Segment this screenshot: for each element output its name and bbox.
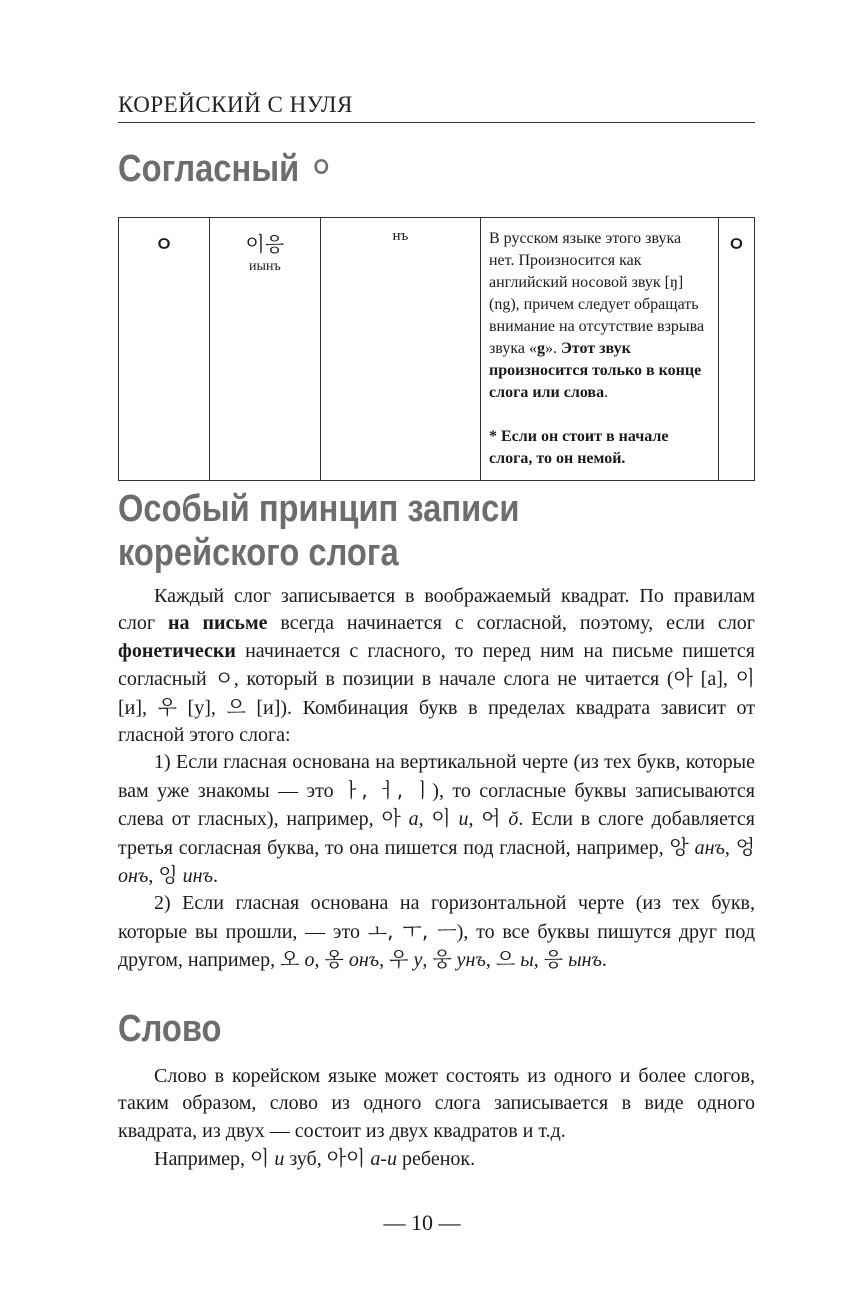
description-text: . bbox=[604, 384, 609, 401]
italic-text: анъ bbox=[694, 836, 725, 859]
italic-text: ŏ bbox=[508, 808, 519, 831]
name-russian: иынъ bbox=[249, 259, 281, 274]
text: , bbox=[724, 836, 736, 859]
page-number: — 10 — bbox=[383, 1210, 461, 1235]
text: всегда начинается с согласной, поэтому, если слог bbox=[267, 612, 755, 635]
italic-text: и bbox=[458, 808, 469, 831]
italic-text: о bbox=[304, 949, 315, 972]
korean-text: 옹 bbox=[324, 947, 344, 972]
text: [у], bbox=[176, 696, 227, 719]
italic-text: онъ bbox=[118, 865, 149, 888]
paragraph bbox=[118, 1145, 755, 1173]
italic-text: у bbox=[413, 949, 423, 972]
text: [и], bbox=[118, 696, 158, 719]
text: ), то согласные буквы записываются слева от гласных), например, bbox=[118, 779, 756, 831]
korean-text: 으 bbox=[226, 694, 246, 719]
korean-text: 이 bbox=[431, 806, 451, 831]
korean-text: 어 bbox=[481, 806, 501, 831]
word-text bbox=[118, 1063, 755, 1174]
korean-text: 아 bbox=[673, 666, 693, 691]
korean-text: 아이 bbox=[326, 1146, 366, 1171]
text: , bbox=[314, 949, 325, 972]
korean-text: 웅 bbox=[432, 947, 452, 972]
bold-text: фонетически bbox=[118, 639, 236, 662]
korean-text: 앙 bbox=[669, 834, 689, 859]
text: , bbox=[418, 808, 432, 831]
korean-text: ㅏ, ㅓ, ㅣ bbox=[342, 777, 433, 802]
italic-text: а bbox=[408, 808, 419, 831]
bold-text: на письме bbox=[168, 612, 268, 635]
text: , bbox=[148, 865, 159, 888]
korean-text: 우 bbox=[389, 947, 409, 972]
text: , bbox=[468, 808, 482, 831]
paragraph bbox=[118, 749, 755, 890]
korean-text: 응 bbox=[543, 947, 564, 972]
text: , bbox=[533, 949, 544, 972]
paragraph bbox=[118, 583, 755, 749]
korean-text: ㅗ, ㅜ, ㅡ bbox=[367, 918, 457, 943]
text: . bbox=[601, 949, 607, 972]
text: Например, bbox=[154, 1148, 250, 1171]
principle-text bbox=[118, 583, 755, 975]
consonant-table bbox=[118, 217, 755, 481]
text: [и]). Комбинация букв в пределах квадрата зависит от гласной этого слога: bbox=[118, 696, 755, 747]
cell-transcription: нъ bbox=[320, 218, 480, 481]
korean-text: 엉 bbox=[735, 834, 756, 859]
korean-text: ㅇ bbox=[214, 666, 234, 691]
description-text: ». bbox=[544, 340, 561, 357]
paragraph bbox=[118, 890, 755, 974]
heading-word: Слово bbox=[118, 1008, 222, 1050]
paragraph: Слово в корейском языке может состоять из одного и более слогов, таким образом, слово из одного слога записывается в виде одного квадрата, из двух — состоит из двух квадратов и т.д. bbox=[118, 1065, 755, 1142]
italic-text: а-и bbox=[370, 1148, 398, 1171]
text: , который в позиции в начале слога не читается ( bbox=[233, 668, 674, 691]
description-note: * Если он стоит в начале слога, то он немой. bbox=[488, 428, 669, 467]
korean-text: 오 bbox=[280, 947, 300, 972]
cell-description bbox=[480, 218, 718, 481]
heading-consonant-text: Согласный bbox=[118, 148, 300, 190]
description-bold: Этот звук произносится только в конце слога или слова bbox=[488, 340, 702, 401]
korean-text: 으 bbox=[495, 947, 516, 972]
description-g: g bbox=[536, 340, 545, 357]
korean-text: 이 bbox=[735, 666, 755, 691]
italic-text: ынъ bbox=[568, 949, 602, 972]
text: , bbox=[379, 949, 390, 972]
text: , bbox=[422, 949, 433, 972]
text: зуб, bbox=[284, 1148, 327, 1171]
text: ребенок. bbox=[397, 1148, 476, 1171]
table-row bbox=[119, 218, 755, 481]
korean-text: 우 bbox=[157, 694, 177, 719]
italic-text: ы bbox=[520, 949, 534, 972]
korean-text: 잉 bbox=[158, 863, 178, 888]
korean-text: 이 bbox=[250, 1146, 270, 1171]
heading-principle-line-2: корейского слога bbox=[118, 532, 399, 574]
italic-text: онъ bbox=[348, 949, 380, 972]
korean-text: 아 bbox=[381, 806, 401, 831]
italic-text: инъ bbox=[182, 865, 213, 888]
text: Каждый слог записывается в воображаемый квадрат. По правилам слог bbox=[118, 585, 755, 635]
cell-name bbox=[209, 218, 320, 481]
italic-text: унъ bbox=[456, 949, 486, 972]
text: . Если в слоге добавляется третья согласная буква, то она пишется под гласной, например, bbox=[118, 808, 756, 859]
text: 2) Если гласная основана на горизонтальной черте (из тех букв, которые вы прошли, — это bbox=[118, 892, 755, 943]
heading-principle-line-1: Особый принцип записи bbox=[118, 488, 520, 530]
cell-symbol-right: ㅇ bbox=[718, 218, 754, 481]
text: ), то все буквы пишутся друг под другом, например, bbox=[118, 920, 756, 972]
name-korean: 이응 bbox=[245, 232, 285, 256]
italic-text: и bbox=[274, 1148, 285, 1171]
text: [а], bbox=[692, 668, 736, 691]
description-text: В русском языке этого звука нет. Произносится как английский носовой звук [ŋ] (ng), причем следует обращать внимание на отсутствие взрыва звука « bbox=[488, 230, 705, 357]
running-head: КОРЕЙСКИЙ С НУЛЯ bbox=[118, 92, 755, 123]
text: 1) Если гласная основана на вертикальной черте (из тех букв, которые вам уже знакомы — это bbox=[118, 751, 755, 802]
heading-consonant bbox=[118, 146, 333, 191]
text: начинается с гласного, то перед ним на письме пишется согласный bbox=[118, 639, 755, 691]
consonant-symbol: ㅇ bbox=[309, 152, 333, 183]
text: . bbox=[212, 865, 218, 888]
text: , bbox=[485, 949, 496, 972]
cell-symbol-left: ㅇ bbox=[119, 218, 210, 481]
